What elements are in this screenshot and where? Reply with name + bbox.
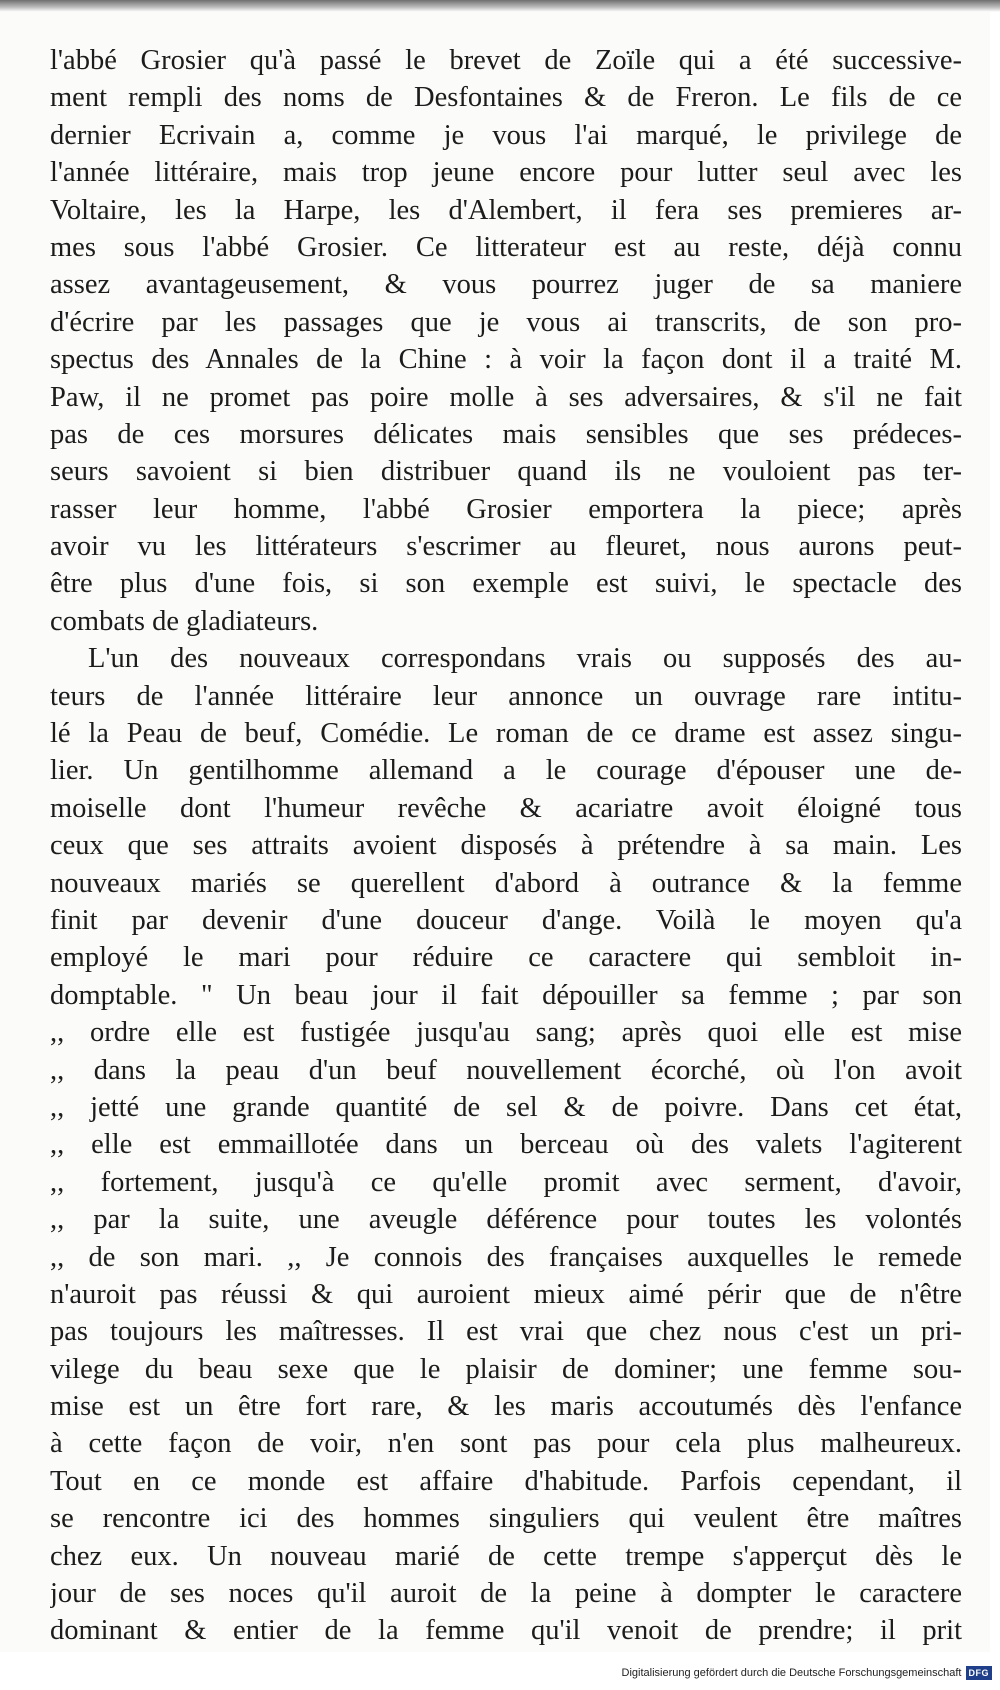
scan-top-edge xyxy=(0,0,1000,12)
text-line: être plus d'une fois, si son exemple est suivi, le spectacle des xyxy=(50,568,962,600)
text-line: vilege du beau sexe que le plaisir de dominer; une femme sou- xyxy=(50,1353,962,1385)
text-line: l'abbé Grosier qu'à passé le brevet de Zoïle qui a été successive- xyxy=(50,45,962,76)
text-line: ment rempli des noms de Desfontaines & de Freron. Le fils de ce xyxy=(50,82,962,114)
text-line: pas toujours les maîtresses. Il est vrai que chez nous c'est un pri- xyxy=(50,1316,962,1348)
text-line: teurs de l'année littéraire leur annonce un ouvrage rare intitu- xyxy=(50,680,962,712)
text-line: chez eux. Un nouveau marié de cette trempe s'apperçut dès le xyxy=(50,1540,962,1572)
text-line: moiselle dont l'humeur revêche & acariatre avoit éloigné tous xyxy=(50,792,962,824)
credit-text: Digitalisierung gefördert durch die Deutsche Forschungsgemeinschaft xyxy=(621,1667,962,1679)
text-line: spectus des Annales de la Chine : à voir la façon dont il a traité M. xyxy=(50,344,962,376)
text-line: lier. Un gentilhomme allemand a le courage d'épouser une de- xyxy=(50,755,962,787)
text-line: L'un des nouveaux correspondans vrais ou supposés des au- xyxy=(88,643,962,675)
dfg-logo: DFG xyxy=(966,1666,993,1680)
text-line: ,, dans la peau d'un beuf nouvellement écorché, où l'on avoit xyxy=(50,1054,962,1086)
text-line: rasser leur homme, l'abbé Grosier emportera la piece; après xyxy=(50,493,962,525)
text-line: jour de ses noces qu'il auroit de la peine à dompter le caractere xyxy=(50,1578,962,1610)
text-line: dominant & entier de la femme qu'il venoit de prendre; il prit xyxy=(50,1615,962,1647)
text-line: assez avantageusement, & vous pourrez juger de sa maniere xyxy=(50,269,962,301)
text-line: ceux que ses attraits avoient disposés à prétendre à sa main. Les xyxy=(50,830,962,862)
text-line: combats de gladiateurs. xyxy=(50,605,319,637)
text-line: ,, elle est emmaillotée dans un berceau où des valets l'agiterent xyxy=(50,1129,962,1161)
text-line: d'écrire par les passages que je vous ai transcrits, de son pro- xyxy=(50,306,962,338)
text-line: finit par devenir d'une douceur d'ange. Voilà le moyen qu'a xyxy=(50,904,962,936)
text-line: mise est un être fort rare, & les maris accoutumés dès l'enfance xyxy=(50,1391,962,1423)
text-line: domptable. " Un beau jour il fait dépouiller sa femme ; par son xyxy=(50,979,962,1011)
text-line: mes sous l'abbé Grosier. Ce litterateur est au reste, déjà connu xyxy=(50,231,962,263)
body-text xyxy=(50,42,962,1650)
text-line: nouveaux mariés se querellent d'abord à outrance & la femme xyxy=(50,867,962,899)
text-line: ,, par la suite, une aveugle déférence pour toutes les volontés xyxy=(50,1204,962,1236)
text-line: lé la Peau de beuf, Comédie. Le roman de ce drame est assez singu- xyxy=(50,718,962,750)
text-line: Paw, il ne promet pas poire molle à ses adversaires, & s'il ne fait xyxy=(50,381,962,413)
text-line: dernier Ecrivain a, comme je vous l'ai marqué, le privilege de xyxy=(50,119,962,151)
text-line: ,, de son mari. ,, Je connois des françaises auxquelles le remede xyxy=(50,1241,962,1273)
text-line: seurs savoient si bien distribuer quand ils ne vouloient pas ter- xyxy=(50,456,962,488)
text-line: ,, fortement, jusqu'à ce qu'elle promit avec serment, d'avoir, xyxy=(50,1166,962,1198)
text-line: employé le mari pour réduire ce caractere qui sembloit in- xyxy=(50,942,962,974)
digitization-credit xyxy=(622,1664,992,1682)
text-line: ,, jetté une grande quantité de sel & de poivre. Dans cet état, xyxy=(50,1091,962,1123)
book-page xyxy=(0,12,990,1652)
text-line: l'année littéraire, mais trop jeune encore pour lutter seul avec les xyxy=(50,157,962,189)
text-line: à cette façon de voir, n'en sont pas pour cela plus malheureux. xyxy=(50,1428,962,1460)
text-line: n'auroit pas réussi & qui auroient mieux aimé périr que de n'être xyxy=(50,1278,962,1310)
text-line: Voltaire, les la Harpe, les d'Alembert, il fera ses premieres ar- xyxy=(50,194,962,226)
text-line: Tout en ce monde est affaire d'habitude. Parfois cependant, il xyxy=(50,1465,962,1497)
text-line: pas de ces morsures délicates mais sensibles que ses prédeces- xyxy=(50,418,962,450)
text-line: avoir vu les littérateurs s'escrimer au fleuret, nous aurons peut- xyxy=(50,531,962,563)
text-line: se rencontre ici des hommes singuliers qui veulent être maîtres xyxy=(50,1503,962,1535)
text-line: ,, ordre elle est fustigée jusqu'au sang; après quoi elle est mise xyxy=(50,1017,962,1049)
